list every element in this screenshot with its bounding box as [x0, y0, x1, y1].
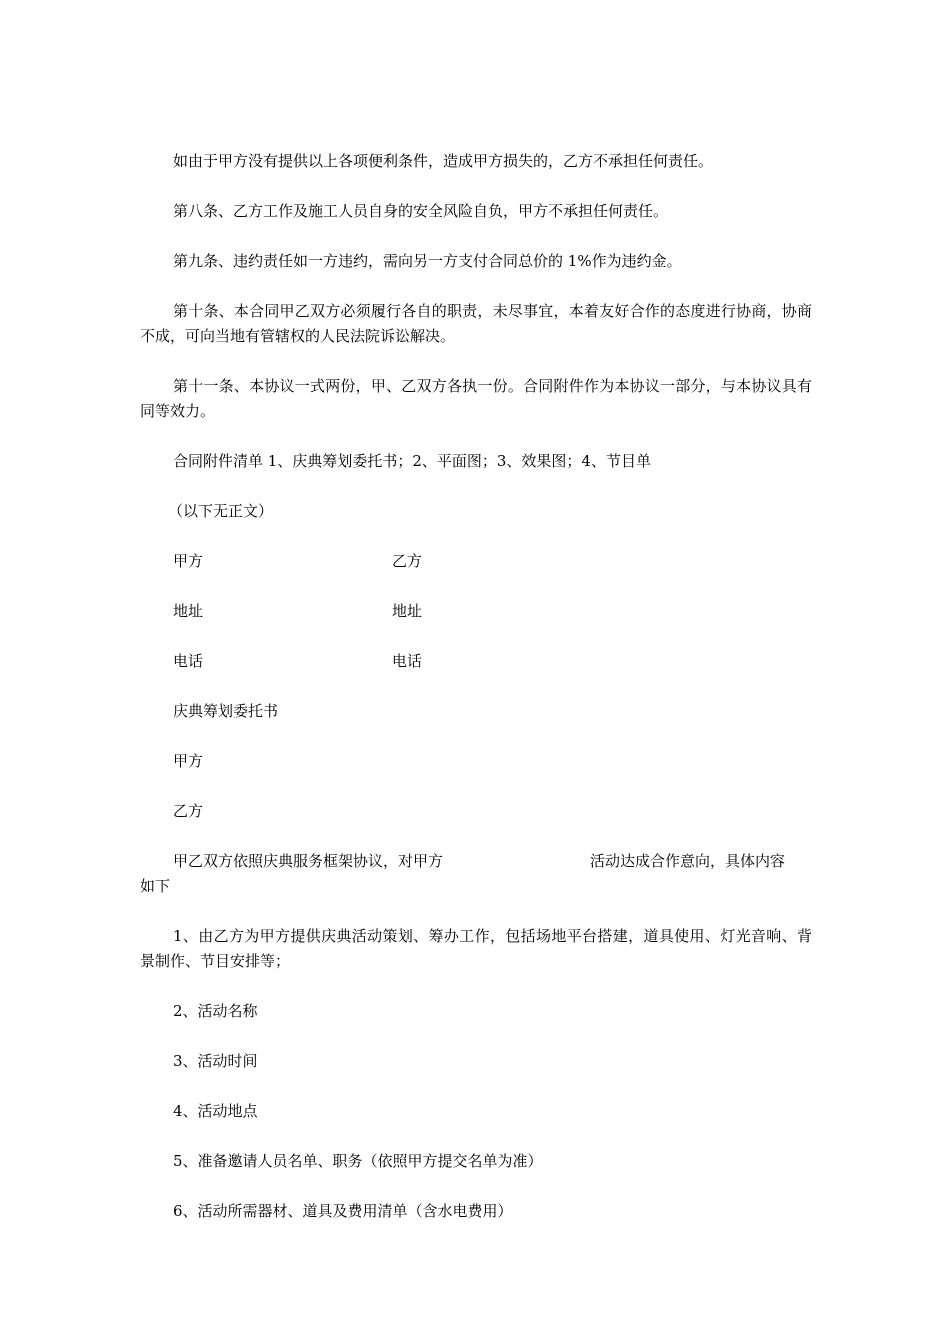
attachment-list: 合同附件清单 1、庆典筹划委托书；2、平面图；3、效果图；4、节目单	[173, 452, 651, 470]
signature-party-a-label: 甲方	[173, 552, 204, 570]
mandate-item-1: 1、由乙方为甲方提供庆典活动策划、筹办工作，包括场地平台搭建，道具使用、灯光音响、背景制作、节目安排等；	[140, 927, 812, 970]
mandate-item-3: 3、活动时间	[173, 1052, 258, 1070]
mandate-item-2: 2、活动名称	[173, 1002, 258, 1020]
mandate-intro-left: 甲乙双方依照庆典服务框架协议，对甲方	[173, 852, 444, 870]
signature-phone-a-label: 电话	[173, 652, 204, 670]
mandate-intro-right: 活动达成合作意向，具体内容	[590, 852, 786, 870]
mandate-title: 庆典筹划委托书	[173, 702, 279, 720]
mandate-party-b-label: 乙方	[173, 802, 204, 820]
end-of-text-note: （以下无正文）	[168, 502, 274, 520]
clause-8: 第八条、乙方工作及施工人员自身的安全风险自负，甲方不承担任何责任。	[173, 202, 669, 220]
mandate-item-6: 6、活动所需器材、道具及费用清单（含水电费用）	[173, 1202, 513, 1220]
signature-address-a-label: 地址	[173, 602, 204, 620]
clause-facilities-note: 如由于甲方没有提供以上各项便利条件，造成甲方损失的，乙方不承担任何责任。	[173, 152, 714, 170]
clause-11: 第十一条、本协议一式两份，甲、乙双方各执一份。合同附件作为本协议一部分，与本协议具有同等效力。	[140, 377, 812, 420]
mandate-item-5: 5、准备邀请人员名单、职务（依照甲方提交名单为准）	[173, 1152, 543, 1170]
clause-9: 第九条、违约责任如一方违约，需向另一方支付合同总价的 1%作为违约金。	[173, 252, 682, 270]
mandate-item-4: 4、活动地点	[173, 1102, 258, 1120]
signature-phone-b-label: 电话	[392, 652, 423, 670]
mandate-party-a-label: 甲方	[173, 752, 204, 770]
clause-10: 第十条、本合同甲乙双方必须履行各自的职责，未尽事宜，本着友好合作的态度进行协商，协商不成，可向当地有管辖权的人民法院诉讼解决。	[140, 302, 812, 345]
mandate-intro-tail: 如下	[140, 877, 171, 895]
signature-address-b-label: 地址	[392, 602, 423, 620]
signature-party-b-label: 乙方	[392, 552, 423, 570]
